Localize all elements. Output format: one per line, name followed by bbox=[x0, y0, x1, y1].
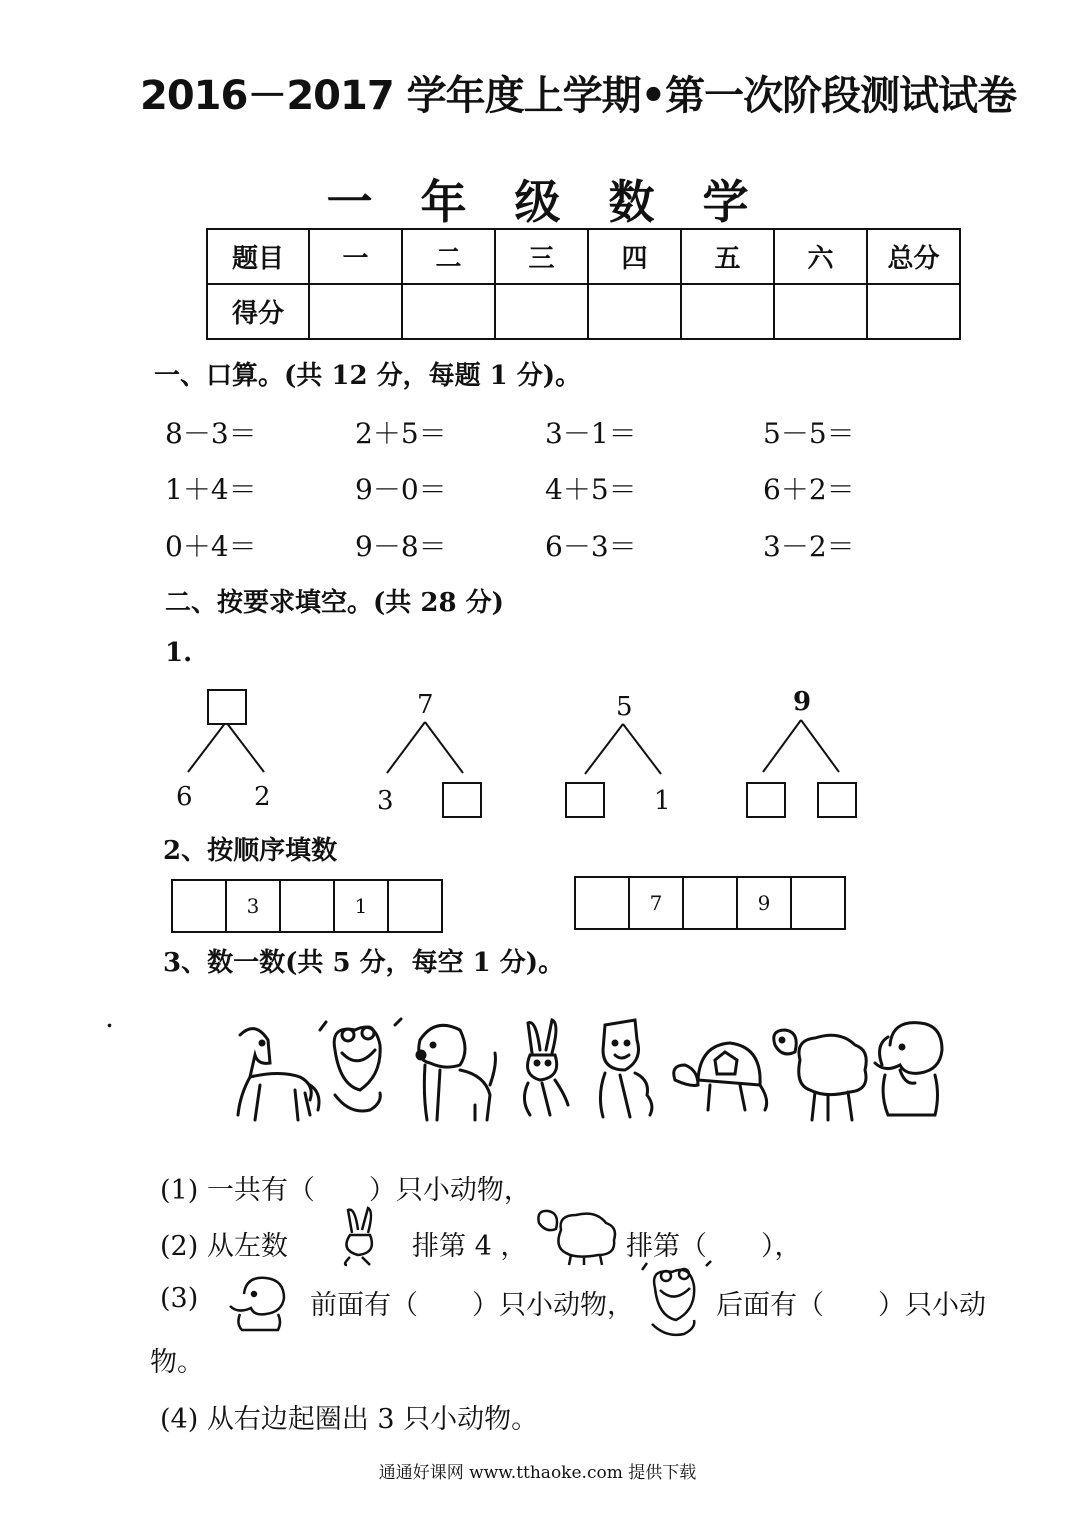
sequence-cell[interactable] bbox=[792, 878, 844, 928]
mental-math-problem: 9－8＝ bbox=[355, 530, 447, 563]
frog-icon bbox=[640, 1258, 722, 1338]
question2-label: 2、按顺序填数 bbox=[163, 836, 338, 866]
question3-part4: (4) 从右边起圈出 3 只小动物。 bbox=[160, 1404, 539, 1435]
sequence-cell: 7 bbox=[630, 878, 684, 928]
mental-math-problem: 3－1＝ bbox=[545, 417, 637, 450]
question3-part3b: 前面有（ ）只小动物， bbox=[310, 1290, 634, 1321]
mental-math-problem: 0＋4＝ bbox=[165, 530, 257, 563]
rabbit-icon bbox=[322, 1205, 402, 1267]
mental-math-problem: 9－0＝ bbox=[355, 473, 447, 506]
question3-label: 3、数一数(共 5 分，每空 1 分)。 bbox=[163, 948, 565, 978]
monkey-icon bbox=[600, 1020, 651, 1117]
rabbit-icon bbox=[524, 1020, 568, 1115]
mental-math-problem: 6＋2＝ bbox=[763, 473, 855, 506]
score-table-score-row: 得分 bbox=[207, 284, 960, 339]
answer-box[interactable] bbox=[442, 782, 482, 818]
mental-math-problem: 3－2＝ bbox=[763, 530, 855, 563]
tree-top-number: 9 bbox=[793, 687, 812, 717]
frog-icon bbox=[320, 1019, 401, 1111]
elephant-icon bbox=[226, 1272, 298, 1332]
question3-part3d: 物。 bbox=[150, 1347, 204, 1378]
dog-icon bbox=[417, 1025, 495, 1120]
question3-part3c: 后面有（ ）只小动 bbox=[716, 1290, 986, 1321]
mental-math-problem: 5－5＝ bbox=[763, 417, 855, 450]
sequence-cell: 1 bbox=[335, 881, 389, 931]
sequence-cell[interactable] bbox=[576, 878, 630, 928]
elephant-icon bbox=[875, 1023, 942, 1115]
tree-top-number: 7 bbox=[417, 690, 434, 720]
score-table-header-row: 题目 一 二 三 四 五 六 总分 bbox=[207, 229, 960, 284]
tree-right-number: 1 bbox=[654, 786, 671, 816]
answer-box[interactable] bbox=[207, 689, 247, 725]
section1-heading: 一、口算。(共 12 分，每题 1 分)。 bbox=[154, 361, 582, 391]
question3-part2b: 排第 4 ， bbox=[412, 1231, 528, 1262]
answer-box[interactable] bbox=[817, 782, 857, 818]
tree-left-number: 6 bbox=[176, 782, 193, 812]
question1-label: 1. bbox=[165, 638, 193, 668]
sequence-cell: 9 bbox=[738, 878, 792, 928]
sequence-cell[interactable] bbox=[281, 881, 335, 931]
question3-part2a: (2) 从左数 bbox=[160, 1231, 288, 1262]
mental-math-problem: 2＋5＝ bbox=[355, 417, 447, 450]
horse-icon bbox=[238, 1029, 319, 1120]
tree-left-number: 3 bbox=[377, 786, 394, 816]
turtle-icon bbox=[674, 1043, 767, 1110]
question3-part3a: (3) bbox=[160, 1283, 199, 1314]
sequence-cell[interactable] bbox=[173, 881, 227, 931]
number-sequence-2 bbox=[574, 876, 846, 930]
answer-box[interactable] bbox=[746, 782, 786, 818]
page-footer: 通通好课网 www.tthaoke.com 提供下载 bbox=[378, 1463, 697, 1483]
subject-heading: 一 年 级 数 学 bbox=[326, 175, 749, 229]
tree-right-number: 2 bbox=[254, 782, 271, 812]
sequence-cell: 3 bbox=[227, 881, 281, 931]
mental-math-problem: 1＋4＝ bbox=[165, 473, 257, 506]
mental-math-problem: 8－3＝ bbox=[165, 417, 257, 450]
sequence-cell[interactable] bbox=[389, 881, 441, 931]
exam-title: 2016－2017 学年度上学期•第一次阶段测试试卷 bbox=[140, 73, 1017, 119]
sheep-icon bbox=[536, 1205, 621, 1267]
mental-math-problem: 4＋5＝ bbox=[545, 473, 637, 506]
number-sequence-1 bbox=[171, 879, 443, 933]
animals-row bbox=[210, 1015, 950, 1130]
stray-dot: . bbox=[106, 1008, 113, 1032]
sequence-cell[interactable] bbox=[684, 878, 738, 928]
question3-part1: (1) 一共有（ ）只小动物， bbox=[160, 1175, 531, 1206]
tree-top-number: 5 bbox=[616, 692, 633, 722]
question3-part2c: 排第（ ）， bbox=[626, 1231, 802, 1262]
section2-heading: 二、按要求填空。(共 28 分) bbox=[165, 588, 504, 618]
sheep-icon bbox=[774, 1030, 867, 1120]
answer-box[interactable] bbox=[565, 782, 605, 818]
mental-math-problem: 6－3＝ bbox=[545, 530, 637, 563]
